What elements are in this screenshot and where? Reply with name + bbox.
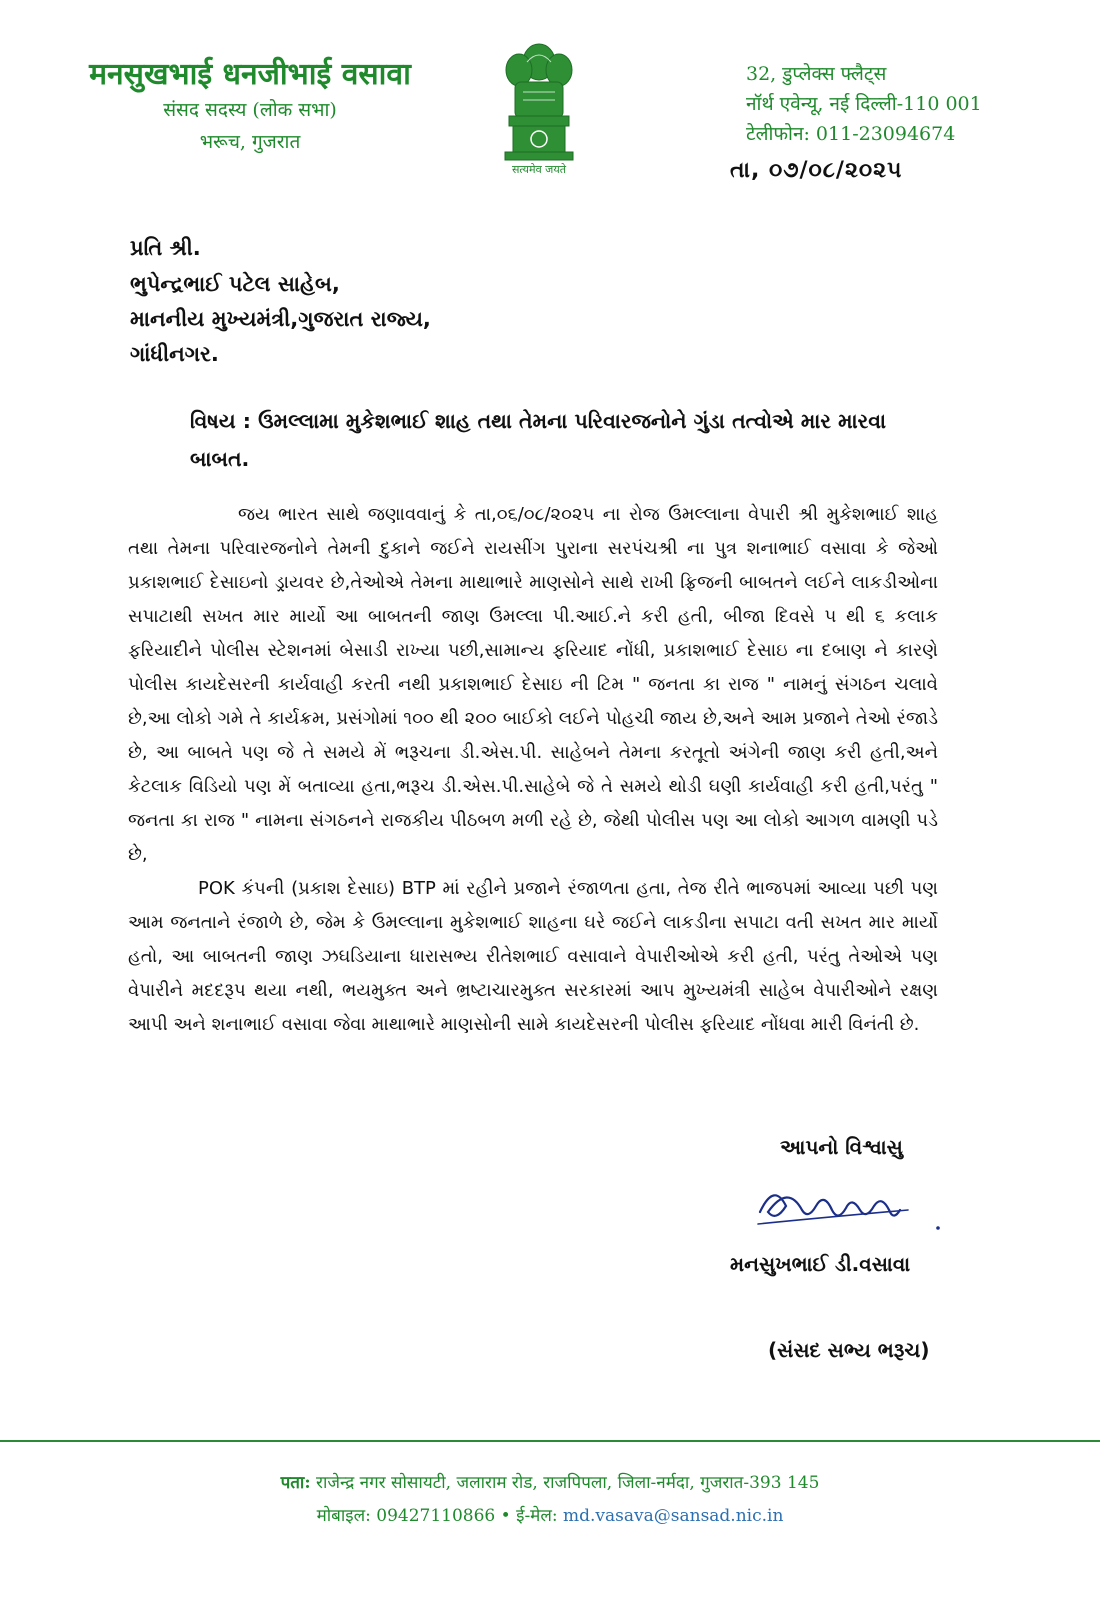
national-emblem-icon bbox=[493, 28, 585, 178]
subject-line-1: વિષય : ઉમલ્લામા મુકેશભાઈ શાહ તથા તેમના પરિવારજનોને ગુંડા તત્વોએ માર મારવા bbox=[190, 409, 887, 433]
closing-designation: (સંસદ સભ્ય ભરૂચ) bbox=[768, 1338, 930, 1362]
letter-body bbox=[128, 498, 938, 1042]
recipient-line-1: પ્રતિ શ્રી. bbox=[130, 236, 201, 260]
phone-line: टेलीफोन: 011-23094674 bbox=[746, 123, 956, 145]
address-line-1: 32, डुप्लेक्स फ्लैट्स bbox=[746, 63, 887, 85]
footer-contact bbox=[0, 1503, 1100, 1526]
letterhead-role: संसद सदस्य (लोक सभा) bbox=[163, 99, 337, 121]
footer-address bbox=[0, 1470, 1100, 1493]
footer-email[interactable]: md.vasava@sansad.nic.in bbox=[563, 1506, 784, 1526]
footer-email-label: ई-मेल: bbox=[516, 1506, 558, 1526]
footer-mobile: 09427110866 bbox=[376, 1506, 496, 1526]
footer-divider bbox=[0, 1440, 1100, 1442]
handwritten-signature bbox=[752, 1172, 952, 1242]
address-line-2: नॉर्थ एवेन्यू, नई दिल्ली-110 001 bbox=[746, 93, 982, 115]
subject-line-2: બાબત. bbox=[190, 447, 250, 471]
subject bbox=[190, 402, 950, 478]
footer-address-text: राजेन्द्र नगर सोसायटी, जलाराम रोड, राजपिपला, जिला-नर्मदा, गुजरात-393 145 bbox=[316, 1473, 820, 1493]
recipient-line-2: ભુપેન્દ્રભાઈ પટેલ સાહેબ, bbox=[130, 272, 340, 296]
footer-mobile-label: मोबाइल: bbox=[316, 1506, 371, 1526]
letter-date: તા, ૦૭/૦૮/૨૦૨૫ bbox=[730, 158, 903, 183]
letterhead-name: मनसुखभाई धनजीभाई वसावा bbox=[89, 57, 411, 92]
recipient-line-3: માનનીય મુખ્યમંત્રી,ગુજરાત રાજ્ય, bbox=[130, 307, 431, 331]
closing-salutation: આપનો વિશ્વાસુ bbox=[780, 1135, 903, 1159]
body-paragraph-1: જય ભારત સાથે જણાવવાનું કે તા,૦૬/૦૮/૨૦૨૫ ના રોજ ઉમલ્લાના વેપારી શ્રી મુકેશભાઈ શાહ તથા તેમના પરિવારજનોને તેમની દુકાને જઈને રાયસીંગ પુરાના સરપંચશ્રી ના પુત્ર શનાભાઈ વસાવા કે જેઓ પ્રકાશભાઈ દેસાઇનો ડ્રાયવર છે,તેઓએ તેમના માથાભારે માણસોને સાથે રાખી ફ્રિજની બાબતને લઈને લાકડીઓના સપાટાથી સખત માર માર્યો આ બાબતની જાણ ઉમલ્લા પી.આઈ.ને કરી હતી, બીજા દિવસે ૫ થી ૬ કલાક ફરિયાદીને પોલીસ સ્ટેશનમાં બેસાડી રાખ્યા પછી,સામાન્ય ફરિયાદ નોંધી, પ્રકાશભાઈ દેસાઇ ના દબાણ ને કારણે પોલીસ કાયદેસરની કાર્યવાહી કરતી નથી પ્રકાશભાઈ દેસાઇ ની ટિમ " જનતા કા રાજ " નામનું સંગઠન ચલાવે છે,આ લોકો ગમે તે કાર્યક્રમ, પ્રસંગોમાં ૧૦૦ થી ૨૦૦ બાઈકો લઈને પોહચી જાય છે,અને આમ પ્રજાને તેઓ રંજાડે છે, આ બાબતે પણ જે તે સમયે મેં ભરૂચના ડી.એસ.પી. સાહેબને તેમના કરતૂતો અંગેની જાણ કરી હતી,અને કેટલાક વિડિયો પણ મેં બતાવ્યા હતા,ભરૂચ ડી.એસ.પી.સાહેબે જે તે સમયે થોડી ઘણી કાર્યવાહી કરી હતી,પરંતુ " જનતા કા રાજ " નામના સંગઠનને રાજકીય પીઠબળ મળી રહે છે, જેથી પોલીસ પણ આ લોકો આગળ વામણી પડે છે, bbox=[128, 504, 938, 865]
closing-name: મનસુખભાઈ ડી.વસાવા bbox=[730, 1252, 911, 1276]
footer-address-label: पता: bbox=[280, 1473, 311, 1493]
footer-separator: • bbox=[500, 1506, 511, 1526]
letterhead-place: भरूच, गुजरात bbox=[199, 131, 301, 153]
body-paragraph-2: POK કંપની (પ્રકાશ દેસાઇ) BTP માં રહીને પ્રજાને રંજાળતા હતા, તેજ રીતે ભાજપમાં આવ્યા પછી પણ આમ જનતાને રંજાળે છે, જેમ કે ઉમલ્લાના મુકેશભાઈ શાહના ઘરે જઈને લાકડીના સપાટા વતી સખત માર માર્યો હતો, આ બાબતની જાણ ઝઘડિયાના ધારાસભ્ય રીતેશભાઈ વસાવાને વેપારીઓએ કરી હતી, પરંતુ તેઓએ પણ વેપારીને મદદરૂપ થયા નથી, ભયમુક્ત અને ભ્રષ્ટાચારમુક્ત સરકારમાં આપ મુખ્યમંત્રી સાહેબ વેપારીઓને રક્ષણ આપી અને શનાભાઈ વસાવા જેવા માથાભારે માણસોની સામે કાયદેસરની પોલીસ ફરિયાદ નોંધવા મારી વિનંતી છે. bbox=[128, 878, 938, 1035]
emblem-motto: सत्यमेव जयते bbox=[511, 163, 566, 176]
recipient-line-4: ગાંધીનગર. bbox=[130, 342, 219, 366]
